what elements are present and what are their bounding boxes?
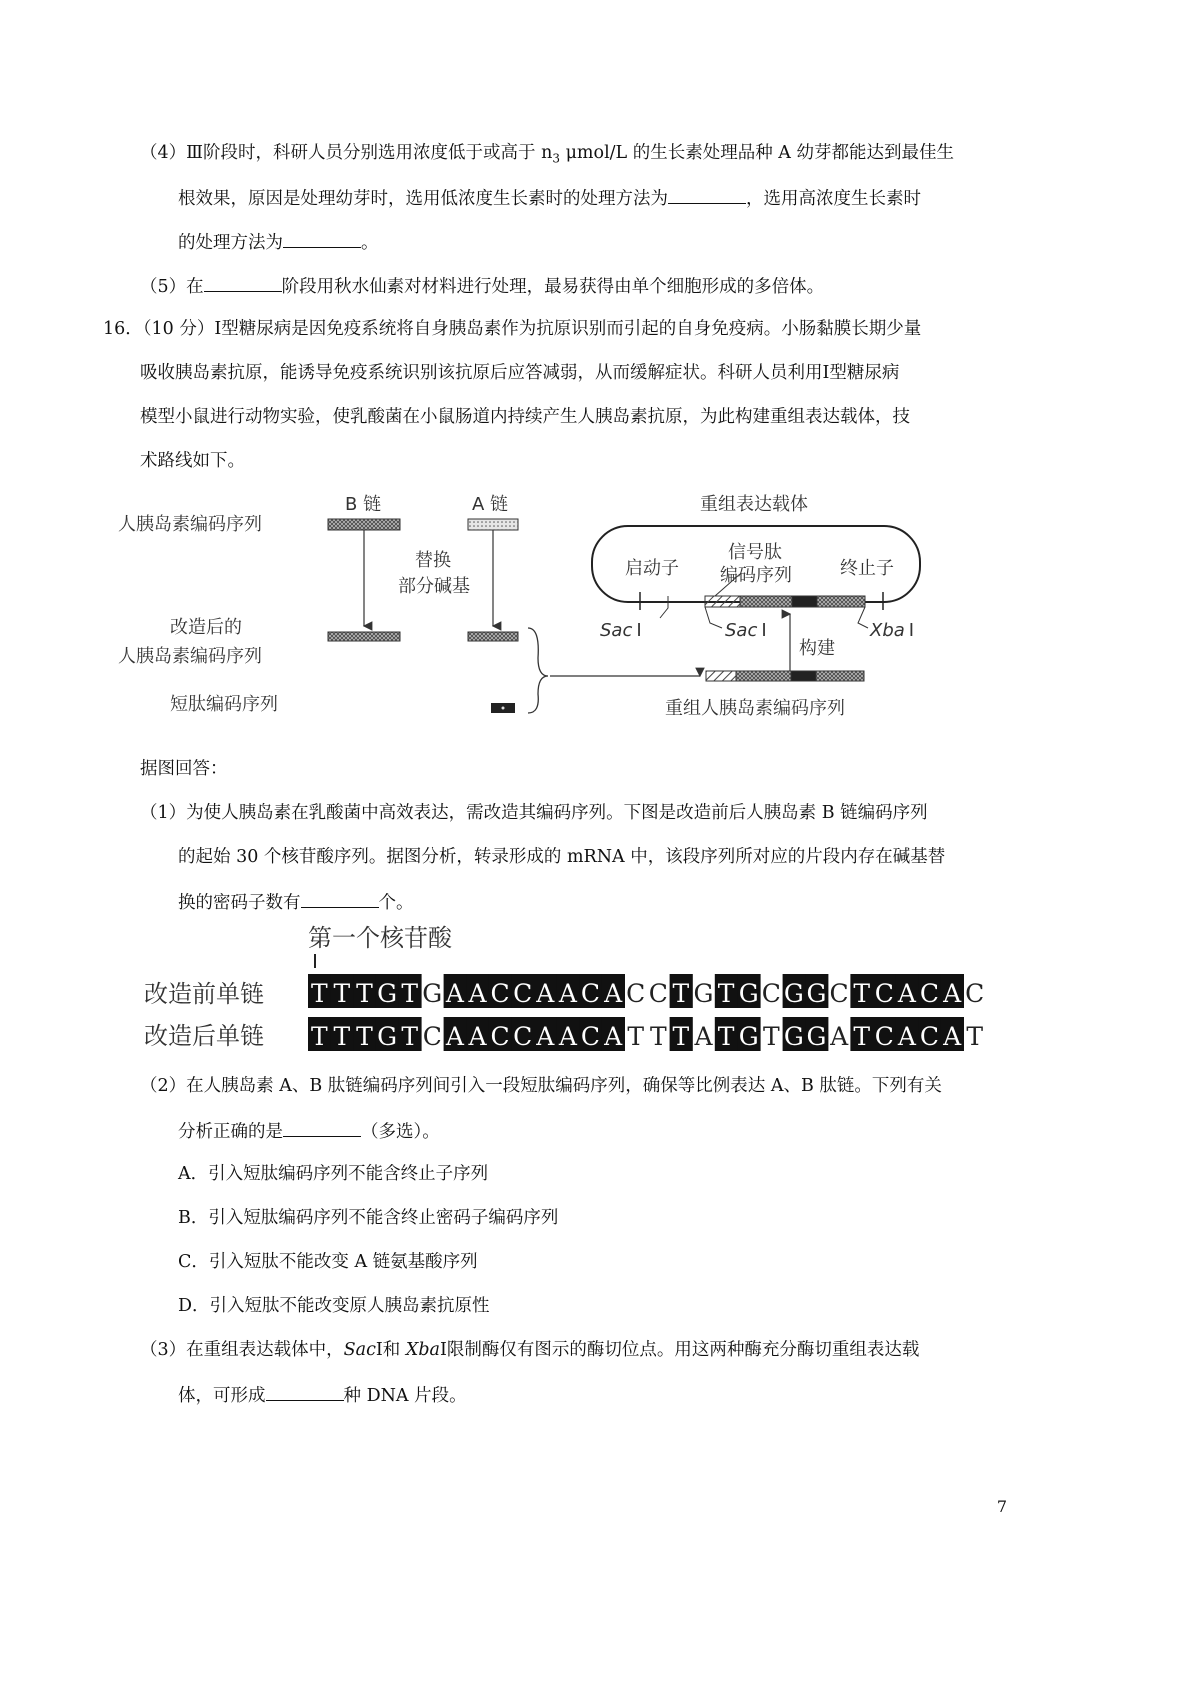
p3-line1: （3）在重组表达载体中，SacⅠ和 XbaⅠ限制酶仅有图示的酶切位点。用这两种酶充分酶切重组表达载 [140,1340,920,1360]
base-letter: A [943,979,962,1008]
base-letter: G [377,1022,398,1051]
base-letter: G [422,979,443,1008]
sequence-after [308,1017,983,1051]
vector-b-segment [740,596,792,607]
base-letter: T [356,979,373,1008]
base-letter: T [672,1022,690,1051]
label-insulin-seq: 人胰岛素编码序列 [118,514,262,535]
base-letter: T [717,1022,735,1051]
a-chain-bar [468,519,518,530]
option-b[interactable]: B．引入短肽编码序列不能含终止密码子编码序列 [178,1208,559,1228]
base-letter: A [445,979,464,1008]
base-letter: G [806,1022,827,1051]
base-letter: G [783,1022,804,1051]
q16-line4: 术路线如下。 [140,451,245,471]
base-letter: G [738,1022,759,1051]
recomb-a-segment [816,671,864,681]
base-letter: T [672,979,690,1008]
p2-line1: （2）在人胰岛素 A、B 肽链编码序列间引入一段短肽编码序列，确保等比例表达 A、B 肽链。下列有关 [140,1076,942,1096]
label-signal-1: 信号肽 [728,542,782,563]
label-xbai: Xba Ⅰ [870,620,915,641]
q4-line1: （4）Ⅲ阶段时，科研人员分别选用浓度低于或高于 $n_3$ μmol/L 的生长素处理品种 A 幼芽都能达到最佳生 [140,143,955,166]
technique-route-diagram [100,488,980,723]
label-vector: 重组表达载体 [700,494,808,515]
base-letter: G [738,979,759,1008]
base-letter: C [580,1022,601,1051]
answer-blank[interactable] [204,273,282,292]
base-letter: T [333,1022,351,1051]
base-letter: T [310,1022,328,1051]
p1-line2: 的起始 30 个核苷酸序列。据图分析，转录形成的 mRNA 中，该段序列所对应的片段内存在碱基替 [178,847,946,867]
label-modified-2: 人胰岛素编码序列 [118,646,262,667]
base-letter: C [965,979,985,1008]
base-letter: C [648,979,668,1008]
p1-line3: 换的密码子数有 个。 [178,889,414,915]
base-letter: A [468,1022,487,1051]
base-letter: A [604,979,623,1008]
option-a[interactable]: A．引入短肽编码序列不能含终止子序列 [178,1164,489,1184]
base-letter: C [919,1022,940,1051]
base-letter: A [468,979,487,1008]
label-first-nucleotide: 第一个核苷酸 [308,924,452,952]
base-letter: A [536,979,555,1008]
base-letter: C [829,979,849,1008]
base-letter: T [853,979,871,1008]
answer-blank[interactable] [283,229,361,248]
base-letter: C [761,979,781,1008]
label-signal-2: 编码序列 [720,565,792,586]
base-letter: A [558,1022,577,1051]
label-saci-left: Sac Ⅰ [600,620,642,641]
base-letter: T [649,1022,667,1051]
base-letter: T [762,1022,780,1051]
base-letter: T [401,979,419,1008]
base-letter: G [806,979,827,1008]
base-letter: A [694,1022,713,1051]
base-letter: A [536,1022,555,1051]
base-letter: T [356,1022,373,1051]
base-letter: C [874,1022,894,1051]
base-letter: C [513,979,533,1008]
vector-signal-segment [705,596,740,607]
label-before: 改造前单链 [144,980,264,1008]
b-chain-bar [328,519,400,530]
base-letter: G [693,979,714,1008]
q16-line3: 模型小鼠进行动物实验，使乳酸菌在小鼠肠道内持续产生人胰岛素抗原，为此构建重组表达载体，技 [140,407,910,427]
base-letter: G [377,979,398,1008]
base-letter: T [333,979,351,1008]
answer-intro: 据图回答： [140,759,228,779]
base-letter: C [580,979,601,1008]
base-letter: C [422,1022,442,1051]
label-saci-mid: Sac Ⅰ [725,620,767,641]
q16-line2: 吸收胰岛素抗原，能诱导免疫系统识别该抗原后应答减弱，从而缓解症状。科研人员利用Ⅰ型糖尿病 [140,363,900,383]
label-partial-bases: 部分碱基 [398,576,470,597]
base-letter: A [445,1022,464,1051]
recomb-peptide-segment [791,671,816,681]
q4-line2: 根效果，原因是处理幼芽时，选用低浓度生长素时的处理方法为 ，选用高浓度生长素时 [178,185,921,211]
base-letter: C [513,1022,533,1051]
recomb-signal-segment [706,671,736,681]
label-after: 改造后单链 [144,1022,264,1050]
base-letter: C [919,979,940,1008]
label-promoter: 启动子 [625,558,679,579]
base-letter: T [966,1022,984,1051]
p1-line1: （1）为使人胰岛素在乳酸菌中高效表达，需改造其编码序列。下图是改造前后人胰岛素 B 链编码序列 [140,803,928,823]
base-letter: T [401,1022,419,1051]
base-letter: T [853,1022,871,1051]
base-letter: A [604,1022,623,1051]
base-letter: T [717,979,735,1008]
vector-a-segment [817,596,865,607]
base-letter: A [943,1022,962,1051]
base-letter: C [490,1022,510,1051]
sequence-before [308,974,984,1008]
label-b-chain: B 链 [345,494,382,515]
answer-blank[interactable] [668,185,746,204]
recomb-b-segment [736,671,791,681]
q4-line3: 的处理方法为 。 [178,229,379,255]
label-recombinant: 重组人胰岛素编码序列 [665,698,845,719]
base-letter: A [830,1022,849,1051]
page-number: 7 [996,1497,1007,1516]
base-letter: C [874,979,894,1008]
base-letter: G [783,979,804,1008]
label-a-chain: A 链 [472,494,509,515]
answer-blank[interactable] [301,889,379,908]
option-c[interactable]: C．引入短肽不能改变 A 链氨基酸序列 [178,1252,478,1272]
answer-blank[interactable] [283,1118,361,1137]
vector-peptide-segment [792,596,817,607]
a-chain-modified-bar [468,632,518,641]
answer-blank[interactable] [266,1382,344,1401]
p3-line2: 体，可形成 种 DNA 片段。 [178,1382,467,1408]
q16-line1: 16．（10 分）Ⅰ型糖尿病是因免疫系统将自身胰岛素作为抗原识别而引起的自身免疫病。小肠黏膜长期少量 [103,319,922,339]
base-letter: A [897,1022,916,1051]
base-letter: A [897,979,916,1008]
p2-line2: 分析正确的是 （多选）。 [178,1118,440,1144]
base-letter: T [310,979,328,1008]
label-terminator: 终止子 [840,558,894,579]
brace [528,628,548,713]
base-letter: C [490,979,510,1008]
label-modified-1: 改造后的 [170,617,242,638]
q5-line: （5）在 阶段用秋水仙素对材料进行处理，最易获得由单个细胞形成的多倍体。 [140,273,824,299]
base-letter: T [627,1022,645,1051]
label-replace: 替换 [415,550,451,571]
b-chain-modified-bar [328,632,400,641]
base-letter: A [558,979,577,1008]
label-build: 构建 [799,638,835,659]
label-short-peptide: 短肽编码序列 [170,694,278,715]
option-d[interactable]: D．引入短肽不能改变原人胰岛素抗原性 [178,1296,490,1316]
sequence-comparison-figure [140,918,1000,1058]
base-letter: C [626,979,646,1008]
